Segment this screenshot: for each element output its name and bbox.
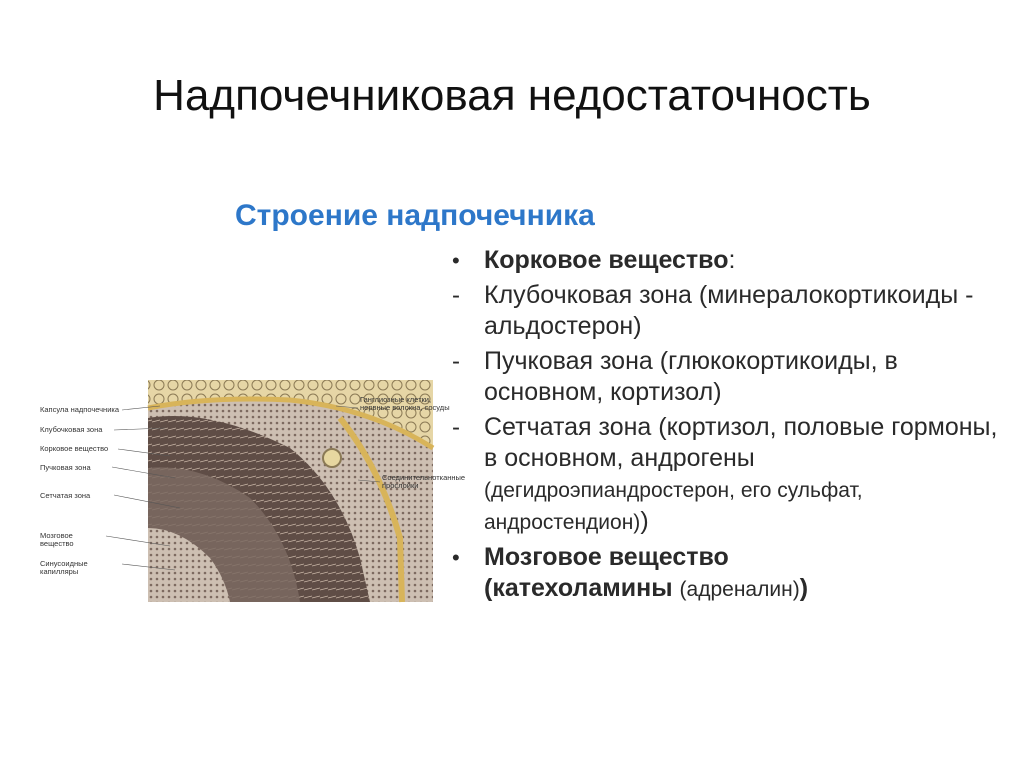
item-close: ) [799, 574, 809, 602]
list-item [452, 280, 1012, 342]
label-cortex: Корковое вещество [40, 444, 109, 453]
item-text-line2: (катехоламины [484, 574, 673, 602]
label-fascicular-zone: Пучковая зона [40, 463, 91, 472]
bullet-marker: • [452, 545, 460, 570]
label-connective-tissue: Соединительнотканные прослойки [382, 473, 466, 490]
label-glomerular-zone: Клубочковая зона [40, 425, 103, 434]
dash-marker: - [452, 348, 460, 375]
list-item [452, 346, 1012, 408]
item-text: Мозговое вещество [484, 543, 729, 571]
label-sinusoid-capillaries: Синусоидные капилляры [40, 559, 88, 576]
label-ganglion-cells: Ганглиозные клетки, нервные волокна, сосуды [360, 395, 450, 412]
list-item [452, 412, 1012, 538]
item-text: Корковое вещество [484, 246, 729, 274]
slide-title: Надпочечниковая недостаточность [153, 71, 871, 120]
item-close: ) [640, 507, 649, 535]
structure-list [452, 245, 1012, 609]
item-text: Пучковая зона (глюкокортикоиды, в основном, кортизол) [484, 347, 898, 406]
adrenal-histology-figure [40, 378, 466, 608]
dash-marker: - [452, 414, 460, 441]
item-text: Клубочковая зона (минералокортикоиды - альдостерон) [484, 281, 974, 340]
list-item [452, 245, 1012, 276]
dash-marker: - [452, 282, 460, 309]
item-text: Сетчатая зона (кортизол, половые гормоны, в основном, андрогены [484, 413, 998, 472]
bullet-marker: • [452, 248, 460, 273]
label-reticular-zone: Сетчатая зона [40, 491, 91, 500]
section-subtitle: Строение надпочечника [235, 199, 595, 232]
list-item [452, 542, 1012, 605]
item-suffix: : [728, 246, 736, 274]
label-capsule: Капсула надпочечника [40, 405, 120, 414]
item-small-text: (дегидроэпиандростерон, его сульфат, андростендион) [484, 479, 863, 534]
item-small-text: (адреналин) [679, 578, 800, 601]
label-medulla: Мозговое вещество [40, 531, 74, 548]
